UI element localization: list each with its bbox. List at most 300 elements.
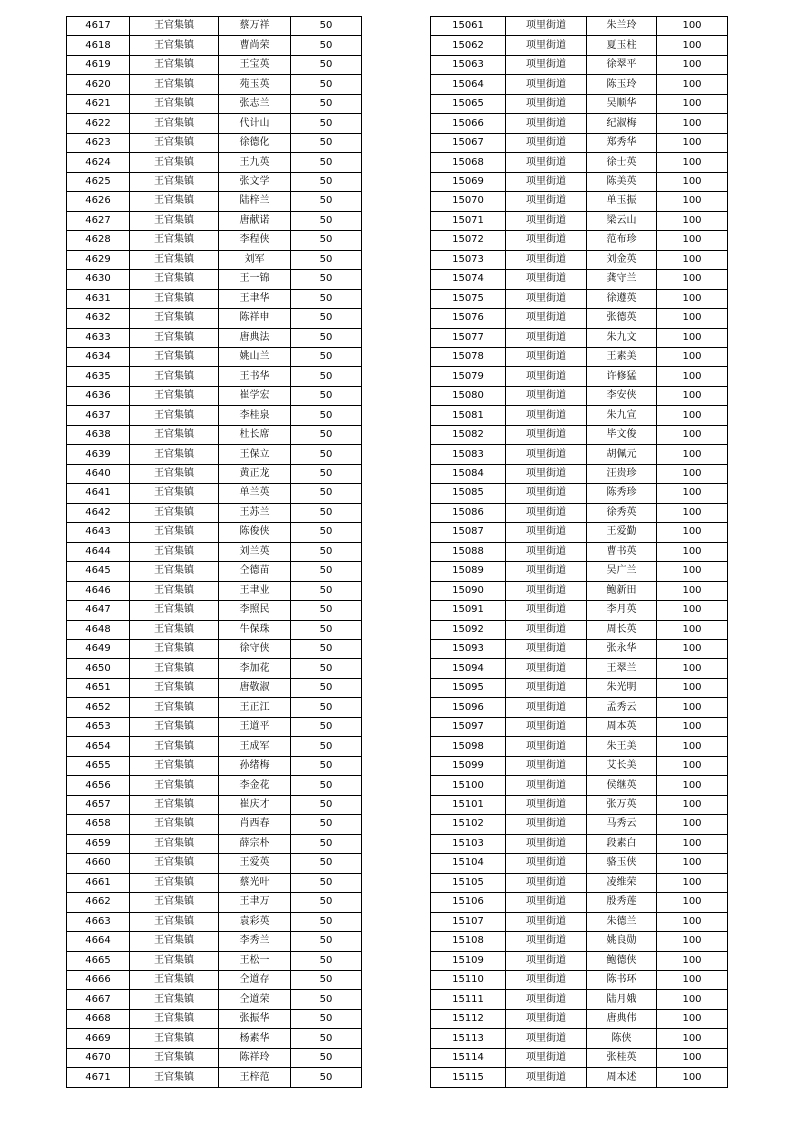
town-cell: 王官集镇 <box>130 737 219 756</box>
name-cell: 王松一 <box>219 951 291 970</box>
amount-cell: 100 <box>657 445 728 464</box>
town-cell: 项里街道 <box>506 912 587 931</box>
name-cell: 王聿万 <box>219 893 291 912</box>
town-cell: 王官集镇 <box>130 854 219 873</box>
serial-number-cell: 15091 <box>431 601 506 620</box>
table-row <box>67 192 362 211</box>
amount-cell: 100 <box>657 192 728 211</box>
town-cell: 项里街道 <box>506 367 587 386</box>
amount-cell: 50 <box>291 55 362 74</box>
town-cell: 项里街道 <box>506 815 587 834</box>
amount-cell: 100 <box>657 873 728 892</box>
town-cell: 项里街道 <box>506 484 587 503</box>
town-cell: 王官集镇 <box>130 640 219 659</box>
town-cell: 王官集镇 <box>130 912 219 931</box>
amount-cell: 100 <box>657 289 728 308</box>
name-cell: 许修猛 <box>587 367 657 386</box>
name-cell: 张振华 <box>219 1009 291 1028</box>
serial-number-cell: 4622 <box>67 114 130 133</box>
table-row <box>431 776 728 795</box>
name-cell: 王书华 <box>219 367 291 386</box>
serial-number-cell: 15076 <box>431 309 506 328</box>
amount-cell: 100 <box>657 367 728 386</box>
town-cell: 王官集镇 <box>130 620 219 639</box>
town-cell: 王官集镇 <box>130 386 219 405</box>
table-row <box>431 172 728 191</box>
table-row <box>431 406 728 425</box>
amount-cell: 100 <box>657 854 728 873</box>
table-row <box>431 445 728 464</box>
amount-cell: 100 <box>657 620 728 639</box>
amount-cell: 100 <box>657 990 728 1009</box>
name-cell: 王宝英 <box>219 55 291 74</box>
serial-number-cell: 15113 <box>431 1029 506 1048</box>
name-cell: 崔庆才 <box>219 795 291 814</box>
name-cell: 曹书英 <box>587 542 657 561</box>
name-cell: 周本述 <box>587 1068 657 1087</box>
town-cell: 项里街道 <box>506 893 587 912</box>
serial-number-cell: 4646 <box>67 581 130 600</box>
amount-cell: 100 <box>657 386 728 405</box>
table-row <box>67 640 362 659</box>
table-row <box>67 250 362 269</box>
serial-number-cell: 4647 <box>67 601 130 620</box>
name-cell: 杜长席 <box>219 425 291 444</box>
amount-cell: 50 <box>291 620 362 639</box>
name-cell: 刘兰英 <box>219 542 291 561</box>
name-cell: 朱九宣 <box>587 406 657 425</box>
table-row <box>431 1068 728 1087</box>
amount-cell: 100 <box>657 231 728 250</box>
table-row <box>67 406 362 425</box>
amount-cell: 50 <box>291 1068 362 1087</box>
serial-number-cell: 15073 <box>431 250 506 269</box>
serial-number-cell: 4656 <box>67 776 130 795</box>
amount-cell: 100 <box>657 309 728 328</box>
town-cell: 王官集镇 <box>130 873 219 892</box>
serial-number-cell: 15111 <box>431 990 506 1009</box>
town-cell: 王官集镇 <box>130 172 219 191</box>
town-cell: 王官集镇 <box>130 795 219 814</box>
town-cell: 王官集镇 <box>130 114 219 133</box>
name-cell: 王苏兰 <box>219 503 291 522</box>
town-cell: 项里街道 <box>506 795 587 814</box>
town-cell: 项里街道 <box>506 386 587 405</box>
town-cell: 王官集镇 <box>130 1029 219 1048</box>
town-cell: 王官集镇 <box>130 250 219 269</box>
town-cell: 项里街道 <box>506 737 587 756</box>
serial-number-cell: 15084 <box>431 464 506 483</box>
name-cell: 唐典伟 <box>587 1009 657 1028</box>
amount-cell: 100 <box>657 211 728 230</box>
table-row <box>67 912 362 931</box>
serial-number-cell: 15114 <box>431 1048 506 1067</box>
table-row <box>67 737 362 756</box>
serial-number-cell: 15086 <box>431 503 506 522</box>
table-row <box>431 289 728 308</box>
town-cell: 王官集镇 <box>130 406 219 425</box>
town-cell: 项里街道 <box>506 250 587 269</box>
town-cell: 王官集镇 <box>130 698 219 717</box>
serial-number-cell: 15066 <box>431 114 506 133</box>
amount-cell: 50 <box>291 250 362 269</box>
town-cell: 项里街道 <box>506 503 587 522</box>
table-row <box>431 367 728 386</box>
town-cell: 王官集镇 <box>130 289 219 308</box>
amount-cell: 50 <box>291 970 362 989</box>
name-cell: 李照民 <box>219 601 291 620</box>
amount-cell: 50 <box>291 698 362 717</box>
serial-number-cell: 15087 <box>431 523 506 542</box>
table-row <box>431 970 728 989</box>
town-cell: 项里街道 <box>506 153 587 172</box>
town-cell: 王官集镇 <box>130 523 219 542</box>
name-cell: 王正江 <box>219 698 291 717</box>
name-cell: 王保立 <box>219 445 291 464</box>
town-cell: 项里街道 <box>506 776 587 795</box>
town-cell: 王官集镇 <box>130 425 219 444</box>
amount-cell: 100 <box>657 756 728 775</box>
town-cell: 项里街道 <box>506 270 587 289</box>
table-row <box>67 893 362 912</box>
serial-number-cell: 4655 <box>67 756 130 775</box>
serial-number-cell: 15070 <box>431 192 506 211</box>
serial-number-cell: 15082 <box>431 425 506 444</box>
serial-number-cell: 15072 <box>431 231 506 250</box>
serial-number-cell: 4665 <box>67 951 130 970</box>
name-cell: 孙绪梅 <box>219 756 291 775</box>
amount-cell: 50 <box>291 328 362 347</box>
town-cell: 项里街道 <box>506 542 587 561</box>
town-cell: 项里街道 <box>506 698 587 717</box>
table-row <box>67 75 362 94</box>
name-cell: 仝道存 <box>219 970 291 989</box>
table-row <box>431 1009 728 1028</box>
town-cell: 王官集镇 <box>130 445 219 464</box>
serial-number-cell: 15071 <box>431 211 506 230</box>
serial-number-cell: 15083 <box>431 445 506 464</box>
town-cell: 王官集镇 <box>130 970 219 989</box>
name-cell: 陈俊侠 <box>219 523 291 542</box>
name-cell: 杨素华 <box>219 1029 291 1048</box>
serial-number-cell: 15063 <box>431 55 506 74</box>
table-row <box>431 250 728 269</box>
table-row <box>431 328 728 347</box>
amount-cell: 50 <box>291 678 362 697</box>
town-cell: 王官集镇 <box>130 75 219 94</box>
table-row <box>431 542 728 561</box>
table-row <box>431 55 728 74</box>
table-row <box>67 36 362 55</box>
table-row <box>67 698 362 717</box>
name-cell: 徐遵英 <box>587 289 657 308</box>
amount-cell: 100 <box>657 94 728 113</box>
amount-cell: 100 <box>657 542 728 561</box>
serial-number-cell: 15074 <box>431 270 506 289</box>
town-cell: 王官集镇 <box>130 328 219 347</box>
serial-number-cell: 15067 <box>431 133 506 152</box>
town-cell: 王官集镇 <box>130 1048 219 1067</box>
town-cell: 项里街道 <box>506 289 587 308</box>
amount-cell: 50 <box>291 951 362 970</box>
name-cell: 徐秀英 <box>587 503 657 522</box>
table-row <box>67 854 362 873</box>
town-cell: 项里街道 <box>506 425 587 444</box>
town-cell: 项里街道 <box>506 347 587 366</box>
name-cell: 范布珍 <box>587 231 657 250</box>
serial-number-cell: 4658 <box>67 815 130 834</box>
serial-number-cell: 15102 <box>431 815 506 834</box>
serial-number-cell: 4648 <box>67 620 130 639</box>
table-row <box>431 601 728 620</box>
name-cell: 薛宗朴 <box>219 834 291 853</box>
town-cell: 项里街道 <box>506 172 587 191</box>
serial-number-cell: 4629 <box>67 250 130 269</box>
table-row <box>67 834 362 853</box>
table-row <box>67 94 362 113</box>
amount-cell: 50 <box>291 542 362 561</box>
table-row <box>431 192 728 211</box>
serial-number-cell: 4634 <box>67 347 130 366</box>
serial-number-cell: 4625 <box>67 172 130 191</box>
table-row <box>67 873 362 892</box>
name-cell: 李金花 <box>219 776 291 795</box>
town-cell: 王官集镇 <box>130 1009 219 1028</box>
town-cell: 项里街道 <box>506 659 587 678</box>
name-cell: 马秀云 <box>587 815 657 834</box>
town-cell: 王官集镇 <box>130 484 219 503</box>
name-cell: 刘军 <box>219 250 291 269</box>
name-cell: 张永华 <box>587 640 657 659</box>
town-cell: 项里街道 <box>506 94 587 113</box>
table-row <box>431 484 728 503</box>
serial-number-cell: 15109 <box>431 951 506 970</box>
serial-number-cell: 4640 <box>67 464 130 483</box>
table-row <box>431 17 728 36</box>
name-cell: 陆月娥 <box>587 990 657 1009</box>
table-row <box>67 114 362 133</box>
town-cell: 王官集镇 <box>130 55 219 74</box>
name-cell: 陈美英 <box>587 172 657 191</box>
town-cell: 项里街道 <box>506 834 587 853</box>
table-row <box>431 114 728 133</box>
serial-number-cell: 15107 <box>431 912 506 931</box>
serial-number-cell: 4617 <box>67 17 130 36</box>
amount-cell: 100 <box>657 893 728 912</box>
table-row <box>67 367 362 386</box>
table-row <box>431 503 728 522</box>
town-cell: 王官集镇 <box>130 270 219 289</box>
name-cell: 梁云山 <box>587 211 657 230</box>
table-row <box>431 309 728 328</box>
serial-number-cell: 4618 <box>67 36 130 55</box>
town-cell: 项里街道 <box>506 951 587 970</box>
amount-cell: 50 <box>291 17 362 36</box>
serial-number-cell: 15085 <box>431 484 506 503</box>
table-row <box>431 464 728 483</box>
name-cell: 王九英 <box>219 153 291 172</box>
serial-number-cell: 15064 <box>431 75 506 94</box>
table-row <box>431 932 728 951</box>
name-cell: 纪淑梅 <box>587 114 657 133</box>
table-row <box>431 873 728 892</box>
amount-cell: 100 <box>657 153 728 172</box>
amount-cell: 100 <box>657 36 728 55</box>
name-cell: 王翠兰 <box>587 659 657 678</box>
amount-cell: 100 <box>657 815 728 834</box>
town-cell: 王官集镇 <box>130 367 219 386</box>
amount-cell: 50 <box>291 815 362 834</box>
amount-cell: 100 <box>657 912 728 931</box>
town-cell: 项里街道 <box>506 640 587 659</box>
amount-cell: 100 <box>657 503 728 522</box>
table-row <box>67 133 362 152</box>
name-cell: 朱王美 <box>587 737 657 756</box>
town-cell: 项里街道 <box>506 1068 587 1087</box>
serial-number-cell: 15062 <box>431 36 506 55</box>
table-row <box>431 581 728 600</box>
serial-number-cell: 4624 <box>67 153 130 172</box>
amount-cell: 100 <box>657 698 728 717</box>
town-cell: 王官集镇 <box>130 94 219 113</box>
name-cell: 曹尚荣 <box>219 36 291 55</box>
serial-number-cell: 4639 <box>67 445 130 464</box>
table-row <box>431 912 728 931</box>
town-cell: 项里街道 <box>506 1029 587 1048</box>
amount-cell: 50 <box>291 873 362 892</box>
amount-cell: 50 <box>291 464 362 483</box>
name-cell: 李桂泉 <box>219 406 291 425</box>
serial-number-cell: 4636 <box>67 386 130 405</box>
amount-cell: 100 <box>657 737 728 756</box>
amount-cell: 100 <box>657 328 728 347</box>
name-cell: 姚山兰 <box>219 347 291 366</box>
amount-cell: 50 <box>291 289 362 308</box>
town-cell: 王官集镇 <box>130 17 219 36</box>
serial-number-cell: 15115 <box>431 1068 506 1087</box>
name-cell: 李月英 <box>587 601 657 620</box>
serial-number-cell: 4628 <box>67 231 130 250</box>
table-row <box>431 270 728 289</box>
amount-cell: 50 <box>291 893 362 912</box>
table-row <box>67 386 362 405</box>
town-cell: 项里街道 <box>506 36 587 55</box>
table-row <box>67 55 362 74</box>
table-row <box>67 581 362 600</box>
name-cell: 周本英 <box>587 717 657 736</box>
table-row <box>431 94 728 113</box>
table-row <box>67 776 362 795</box>
town-cell: 项里街道 <box>506 601 587 620</box>
town-cell: 项里街道 <box>506 309 587 328</box>
amount-cell: 100 <box>657 484 728 503</box>
name-cell: 袁彩英 <box>219 912 291 931</box>
table-row <box>67 172 362 191</box>
amount-cell: 50 <box>291 834 362 853</box>
serial-number-cell: 4649 <box>67 640 130 659</box>
serial-number-cell: 15100 <box>431 776 506 795</box>
town-cell: 王官集镇 <box>130 464 219 483</box>
amount-cell: 50 <box>291 640 362 659</box>
serial-number-cell: 15075 <box>431 289 506 308</box>
name-cell: 毕文俊 <box>587 425 657 444</box>
serial-number-cell: 15089 <box>431 562 506 581</box>
serial-number-cell: 15096 <box>431 698 506 717</box>
left-table-body <box>67 17 362 1088</box>
table-row <box>431 425 728 444</box>
amount-cell: 50 <box>291 347 362 366</box>
town-cell: 王官集镇 <box>130 834 219 853</box>
table-row <box>431 990 728 1009</box>
serial-number-cell: 15077 <box>431 328 506 347</box>
town-cell: 王官集镇 <box>130 776 219 795</box>
serial-number-cell: 15097 <box>431 717 506 736</box>
table-row <box>67 932 362 951</box>
name-cell: 骆玉侠 <box>587 854 657 873</box>
amount-cell: 50 <box>291 386 362 405</box>
amount-cell: 100 <box>657 951 728 970</box>
table-row <box>67 211 362 230</box>
table-row <box>67 484 362 503</box>
amount-cell: 50 <box>291 309 362 328</box>
table-row <box>431 815 728 834</box>
table-row <box>67 620 362 639</box>
serial-number-cell: 4632 <box>67 309 130 328</box>
serial-number-cell: 15094 <box>431 659 506 678</box>
name-cell: 汪贵珍 <box>587 464 657 483</box>
town-cell: 王官集镇 <box>130 503 219 522</box>
town-cell: 王官集镇 <box>130 893 219 912</box>
amount-cell: 100 <box>657 464 728 483</box>
name-cell: 王聿华 <box>219 289 291 308</box>
left-roster-table <box>66 16 362 1088</box>
serial-number-cell: 4671 <box>67 1068 130 1087</box>
serial-number-cell: 15112 <box>431 1009 506 1028</box>
table-row <box>431 1048 728 1067</box>
serial-number-cell: 4643 <box>67 523 130 542</box>
town-cell: 项里街道 <box>506 445 587 464</box>
amount-cell: 100 <box>657 133 728 152</box>
serial-number-cell: 15106 <box>431 893 506 912</box>
town-cell: 王官集镇 <box>130 601 219 620</box>
serial-number-cell: 15081 <box>431 406 506 425</box>
table-row <box>431 795 728 814</box>
table-row <box>431 75 728 94</box>
table-row <box>431 640 728 659</box>
table-row <box>431 347 728 366</box>
amount-cell: 50 <box>291 211 362 230</box>
amount-cell: 50 <box>291 192 362 211</box>
table-row <box>431 523 728 542</box>
serial-number-cell: 15088 <box>431 542 506 561</box>
table-row <box>67 717 362 736</box>
amount-cell: 50 <box>291 1009 362 1028</box>
town-cell: 项里街道 <box>506 133 587 152</box>
name-cell: 陈祥玲 <box>219 1048 291 1067</box>
amount-cell: 100 <box>657 1048 728 1067</box>
table-row <box>431 893 728 912</box>
serial-number-cell: 15079 <box>431 367 506 386</box>
name-cell: 王聿业 <box>219 581 291 600</box>
name-cell: 殷秀莲 <box>587 893 657 912</box>
town-cell: 项里街道 <box>506 406 587 425</box>
serial-number-cell: 4620 <box>67 75 130 94</box>
name-cell: 段素白 <box>587 834 657 853</box>
name-cell: 仝德苗 <box>219 562 291 581</box>
town-cell: 王官集镇 <box>130 717 219 736</box>
table-row <box>67 425 362 444</box>
town-cell: 王官集镇 <box>130 192 219 211</box>
